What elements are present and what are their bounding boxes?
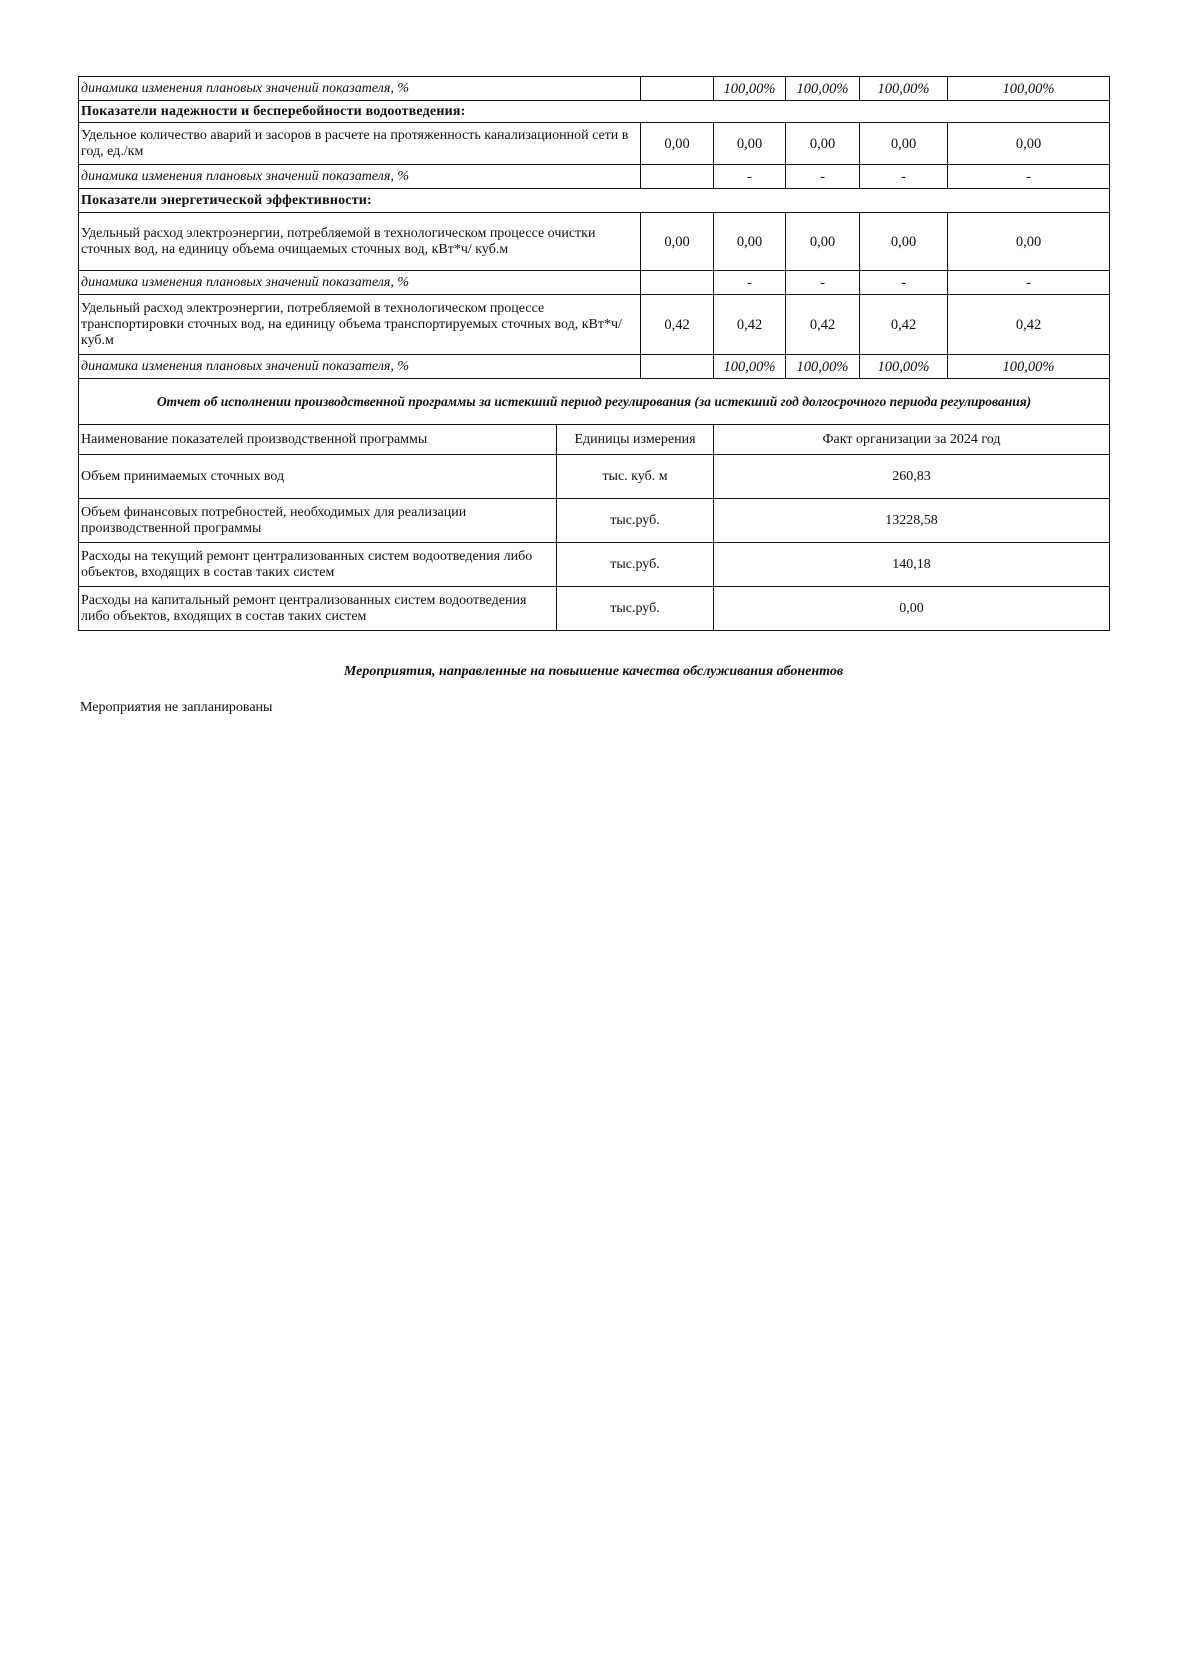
dynamics-row — [79, 165, 1110, 189]
indicator-value: 0,00 — [786, 213, 860, 271]
report-title-row — [79, 379, 1110, 425]
report-row-name: Расходы на текущий ремонт централизованных систем водоотведения либо объектов, входящих в состав таких систем — [79, 543, 557, 587]
indicator-value: 0,42 — [948, 295, 1110, 355]
section-row — [79, 189, 1110, 213]
dynamics-value: 100,00% — [786, 77, 860, 101]
indicator-value: 0,00 — [948, 123, 1110, 165]
dynamics-value: - — [948, 165, 1110, 189]
report-row-name: Расходы на капитальный ремонт централизованных систем водоотведения либо объектов, входящих в состав таких систем — [79, 587, 557, 631]
report-row-name: Объем финансовых потребностей, необходимых для реализации производственной программы — [79, 499, 557, 543]
dynamics-row — [79, 271, 1110, 295]
section-energy: Показатели энергетической эффективности: — [79, 189, 1110, 213]
report-row-value: 0,00 — [714, 587, 1110, 631]
report-header-fact: Факт организации за 2024 год — [714, 425, 1110, 455]
report-title: Отчет об исполнении производственной программы за истекший период регулирования (за истекший год долгосрочного периода регулирования) — [79, 379, 1110, 425]
indicator-row — [79, 213, 1110, 271]
report-row-value: 260,83 — [714, 455, 1110, 499]
dynamics-label: динамика изменения плановых значений показателя, % — [79, 165, 641, 189]
report-header-unit: Единицы измерения — [557, 425, 714, 455]
indicator-label: Удельный расход электроэнергии, потребляемой в технологическом процессе транспортировки сточных вод, на единицу объема транспортируемых сточных вод, кВт*ч/ куб.м — [79, 295, 641, 355]
dynamics-label: динамика изменения плановых значений показателя, % — [79, 355, 641, 379]
report-row — [79, 499, 1110, 543]
report-row — [79, 543, 1110, 587]
dynamics-value: - — [860, 271, 948, 295]
report-row-unit: тыс.руб. — [557, 543, 714, 587]
indicator-row — [79, 123, 1110, 165]
indicator-value: 0,00 — [860, 123, 948, 165]
report-row-name: Объем принимаемых сточных вод — [79, 455, 557, 499]
report-row-value: 140,18 — [714, 543, 1110, 587]
dynamics-value: - — [714, 271, 786, 295]
indicator-value: 0,00 — [641, 213, 714, 271]
indicator-value: 0,00 — [641, 123, 714, 165]
dynamics-value: 100,00% — [860, 355, 948, 379]
dynamics-value: - — [714, 165, 786, 189]
dynamics-value: - — [860, 165, 948, 189]
indicator-value: 0,42 — [714, 295, 786, 355]
indicator-value: 0,00 — [786, 123, 860, 165]
indicator-value: 0,42 — [860, 295, 948, 355]
dynamics-value: 100,00% — [714, 355, 786, 379]
dynamics-row — [79, 77, 1110, 101]
empty-cell — [641, 355, 714, 379]
report-row-unit: тыс.руб. — [557, 499, 714, 543]
dynamics-value: 100,00% — [948, 355, 1110, 379]
report-row-value: 13228,58 — [714, 499, 1110, 543]
measures-text: Мероприятия не запланированы — [80, 700, 273, 715]
report-row-unit: тыс.руб. — [557, 587, 714, 631]
dynamics-value: 100,00% — [948, 77, 1110, 101]
indicator-value: 0,42 — [786, 295, 860, 355]
dynamics-value: - — [786, 165, 860, 189]
report-row — [79, 455, 1110, 499]
dynamics-value: - — [786, 271, 860, 295]
section-row — [79, 101, 1110, 123]
report-header-row — [79, 425, 1110, 455]
dynamics-value: 100,00% — [786, 355, 860, 379]
dynamics-value: 100,00% — [714, 77, 786, 101]
measures-title: Мероприятия, направленные на повышение качества обслуживания абонентов — [343, 664, 844, 679]
empty-cell — [641, 165, 714, 189]
empty-cell — [641, 271, 714, 295]
indicator-row — [79, 295, 1110, 355]
indicators-table — [78, 76, 1110, 631]
indicator-value: 0,00 — [860, 213, 948, 271]
dynamics-value: 100,00% — [860, 77, 948, 101]
dynamics-label: динамика изменения плановых значений показателя, % — [79, 271, 641, 295]
report-row-unit: тыс. куб. м — [557, 455, 714, 499]
empty-cell — [641, 77, 714, 101]
indicator-value: 0,00 — [948, 213, 1110, 271]
indicator-label: Удельное количество аварий и засоров в расчете на протяженность канализационной сети в год, ед./км — [79, 123, 641, 165]
report-header-name: Наименование показателей производственной программы — [79, 425, 557, 455]
dynamics-row — [79, 355, 1110, 379]
indicator-value: 0,00 — [714, 213, 786, 271]
dynamics-label: динамика изменения плановых значений показателя, % — [79, 77, 641, 101]
dynamics-value: - — [948, 271, 1110, 295]
indicator-value: 0,00 — [714, 123, 786, 165]
section-reliability: Показатели надежности и бесперебойности водоотведения: — [79, 101, 1110, 123]
indicator-label: Удельный расход электроэнергии, потребляемой в технологическом процессе очистки сточных вод, на единицу объема очищаемых сточных вод, кВт*ч/ куб.м — [79, 213, 641, 271]
report-row — [79, 587, 1110, 631]
indicator-value: 0,42 — [641, 295, 714, 355]
